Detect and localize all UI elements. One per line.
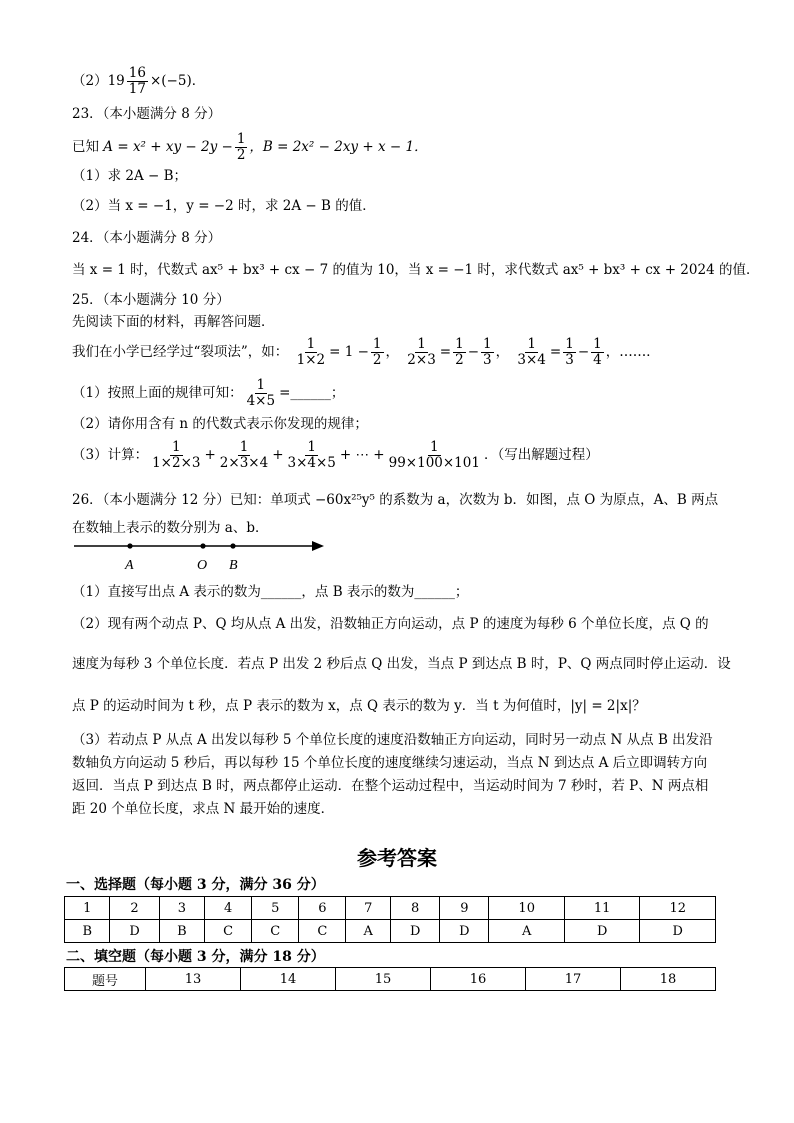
q22-frac-num: 16 — [128, 65, 146, 81]
q23-p1: （1）求 2A − B； — [72, 168, 188, 184]
q26-p2-l3: 点 P 的运动时间为 t 秒，点 P 表示的数为 x，点 Q 表示的数为 y．当 t 为何值时，|y| = 2|x|？ — [72, 698, 646, 714]
ex3-left-den: 3×4 — [517, 352, 546, 368]
section-multiple-choice: 一、选择题（每小题 3 分，满分 36 分） — [66, 877, 325, 893]
ex2-b — [481, 337, 494, 368]
mc-number-cell: 4 — [205, 897, 252, 920]
ex1-left-num: 1 — [306, 336, 316, 352]
ex1-left-den: 1×2 — [296, 352, 326, 368]
q26-p3-l3: 返回．当点 P 到达点 B 时，两点都停止运动．在整个运动过程中，当运动时间为 7 秒时，若 P、N 两点相 — [72, 778, 709, 794]
mc-answer-row — [65, 920, 716, 943]
ex2-b-num: 1 — [483, 336, 492, 352]
q25-p3-suffix: ．（写出解题过程） — [483, 447, 599, 463]
q26-p2-l1: （2）现有两个动点 P、Q 均从点 A 出发，沿数轴正方向运动，点 P 的速度为每秒 6 个单位长度，点 Q 的 — [72, 616, 709, 632]
mc-number-cell: 12 — [640, 897, 716, 920]
q25-p3-term1-num: 1 — [171, 439, 181, 455]
q25-p1-suffix: =______； — [279, 385, 345, 401]
q26-p3-l1: （3）若动点 P 从点 A 出发以每秒 5 个单位长度的速度沿数轴正方向运动，同时另一动点 N 从点 B 出发沿 — [72, 732, 713, 748]
ex1-right — [371, 337, 384, 368]
mc-number-cell: 5 — [252, 897, 299, 920]
q25-method: 我们在小学已经学过“裂项法”，如： $\frac{1}{1\times 2}$ = 1 − $\frac{1}{2}$ ， $\frac{1}{2\times 3}$ = $\frac{1}{2}$ − $\frac{1}{3}$ ， $\frac{1}{3\times 4}$ = $\frac{1}{3}$ − $\frac{1}{4}$ ，……． — [72, 336, 660, 368]
q26-p3-l2: 数轴负方向运动 5 秒后，再以每秒 15 个单位长度的速度继续匀速运动，当点 N 到达点 A 后立即调转方向 — [72, 755, 708, 771]
q25-p3-term2-num: 1 — [239, 439, 249, 455]
q25-p3-term2-den: 2×3×4 — [219, 455, 269, 471]
number-line-diagram — [72, 536, 332, 576]
mc-answer-cell: D — [110, 920, 159, 943]
point-o-dot — [200, 543, 205, 548]
ex3-left — [515, 337, 548, 368]
mc-answer-cell: A — [346, 920, 391, 943]
ex3-b — [591, 337, 604, 368]
ex2-left — [405, 337, 438, 368]
point-a-label: A — [125, 558, 134, 573]
mc-answer-cell: C — [205, 920, 252, 943]
mc-number-cell: 11 — [564, 897, 639, 920]
mc-number-cell: 8 — [391, 897, 440, 920]
q23-header: 23．（本小题满分 8 分） — [72, 106, 222, 122]
fill-header-cell: 题号 — [65, 968, 146, 991]
point-o-label: O — [197, 558, 208, 573]
q25-p2: （2）请你用含有 n 的代数式表示你发现的规律； — [72, 416, 368, 432]
q25-p1 — [72, 378, 344, 409]
mc-answer-cell: B — [159, 920, 204, 943]
q25-p3-term2 — [218, 440, 270, 471]
q25-p3-term3 — [286, 440, 338, 471]
mc-number-cell: 7 — [346, 897, 391, 920]
fill-header-cell: 18 — [621, 968, 716, 991]
ex2-a-num: 1 — [455, 336, 464, 352]
mc-answer-cell: D — [440, 920, 489, 943]
mc-number-cell: 10 — [489, 897, 564, 920]
point-a-dot — [127, 543, 132, 548]
q22-tail: ×(−5)． — [149, 73, 206, 89]
q25-intro: 先阅读下面的材料，再解答问题． — [72, 314, 275, 330]
q25-p3-dots: + ⋯ + — [339, 447, 385, 463]
ex3-b-num: 1 — [593, 336, 602, 352]
q25-p3-termn-num: 1 — [429, 439, 439, 455]
mc-number-cell: 3 — [159, 897, 204, 920]
q25-header: 25．（本小题满分 10 分） — [72, 292, 230, 308]
mc-answer-cell: C — [252, 920, 299, 943]
number-line-arrow — [312, 541, 324, 551]
ex3-left-num: 1 — [527, 336, 536, 352]
q22-fraction — [127, 66, 148, 97]
fill-header-cell: 14 — [241, 968, 336, 991]
q24-header: 24．（本小题满分 8 分） — [72, 230, 222, 246]
mc-number-row — [65, 897, 716, 920]
q26-line2: 在数轴上表示的数分别为 a、b． — [72, 520, 269, 536]
q25-p1-num: 1 — [256, 377, 266, 393]
q23-a-frac-den: 2 — [236, 147, 246, 163]
ex3-a-den: 3 — [565, 352, 574, 368]
q24-text: 当 x = 1 时，代数式 ax⁵ + bx³ + cx − 7 的值为 10，当 x = −1 时，求代数式 ax⁵ + bx³ + cx + 2024 的值． — [72, 262, 760, 278]
mc-answer-cell: A — [489, 920, 564, 943]
q25-method-prefix: 我们在小学已经学过“裂项法”，如： — [72, 344, 289, 360]
q25-p3-term3-num: 1 — [307, 439, 316, 455]
mc-answer-cell: C — [299, 920, 346, 943]
q23-a-frac — [235, 132, 248, 163]
q25-p3: （3）计算： $\frac{1}{1\times 2\times 3}$ + $\frac{1}{2\times 3\times 4}$ + $\frac{1}{3\times 4\times 5}$ + ⋯ + $\frac{1}{99\times 100\times 101}$ ．（写出解题过程） — [72, 439, 599, 471]
q25-p3-term3-den: 3×4×5 — [287, 455, 336, 471]
mc-number-cell: 2 — [110, 897, 159, 920]
fill-answer-table — [64, 967, 716, 991]
q25-p1-frac — [245, 378, 278, 409]
q23-given — [72, 132, 428, 163]
section-fill-in: 二、填空题（每小题 3 分，满分 18 分） — [66, 949, 325, 965]
q26-p1: （1）直接写出点 A 表示的数为______，点 B 表示的数为______； — [72, 584, 469, 600]
q25-p3-termn-den: 99×100×101 — [388, 455, 480, 471]
ex-ellipsis: ，……． — [605, 344, 660, 360]
ex2-left-num: 1 — [417, 336, 426, 352]
q22-part2 — [72, 66, 205, 97]
answers-title: 参考答案 — [357, 846, 437, 870]
q23-p2: （2）当 x = −1，y = −2 时，求 2A − B 的值． — [72, 198, 376, 214]
ex1-left — [295, 337, 328, 368]
mc-answer-cell: D — [391, 920, 440, 943]
ex1-right-num: 1 — [372, 336, 382, 352]
mc-number-cell: 9 — [440, 897, 489, 920]
q25-p3-prefix: （3）计算： — [72, 447, 149, 463]
q23-a-frac-num: 1 — [236, 131, 246, 147]
fill-header-cell: 16 — [431, 968, 526, 991]
q22-frac-den: 17 — [128, 81, 146, 97]
q25-p1-den: 4×5 — [246, 393, 276, 409]
ex2-b-den: 3 — [483, 352, 492, 368]
q26-p3-l4: 距 20 个单位长度，求点 N 最开始的速度． — [72, 801, 335, 817]
q22-label: （2） — [72, 73, 108, 89]
ex3-a — [563, 337, 576, 368]
fill-header-cell: 13 — [146, 968, 241, 991]
q25-p3-term1 — [150, 440, 202, 471]
point-b-dot — [230, 543, 235, 548]
mc-answer-cell: B — [65, 920, 110, 943]
point-b-label: B — [229, 558, 238, 573]
q25-p1-prefix: （1）按照上面的规律可知： — [72, 385, 243, 401]
mc-answer-cell: D — [564, 920, 639, 943]
mc-number-cell: 6 — [299, 897, 346, 920]
ex1-mid: = 1 − — [329, 344, 369, 360]
q23-b-expr: ，B = 2x² − 2xy + x − 1． — [249, 139, 428, 155]
q23-given-prefix: 已知 — [72, 139, 99, 155]
q22-whole: 19 — [107, 73, 125, 89]
q23-a-expr: A = x² + xy − 2y − — [103, 139, 233, 155]
fill-header-row — [65, 968, 716, 991]
q26-line1: 26．（本小题满分 12 分）已知：单项式 −60x²⁵y⁵ 的系数为 a，次数为 b．如图，点 O 为原点，A、B 两点 — [72, 492, 719, 508]
ex2-left-den: 2×3 — [407, 352, 436, 368]
ex3-b-den: 4 — [593, 352, 602, 368]
q26-p2-l2: 速度为每秒 3 个单位长度．若点 P 出发 2 秒后点 Q 出发，当点 P 到达点 B 时，P、Q 两点同时停止运动．设 — [72, 656, 731, 672]
mc-answer-cell: D — [640, 920, 716, 943]
ex1-right-den: 2 — [372, 352, 382, 368]
fill-header-cell: 15 — [336, 968, 431, 991]
ex2-a — [453, 337, 466, 368]
mc-number-cell: 1 — [65, 897, 110, 920]
q25-p3-term1-den: 1×2×3 — [152, 455, 201, 471]
mc-answer-table — [64, 896, 716, 943]
fill-header-cell: 17 — [526, 968, 621, 991]
ex3-a-num: 1 — [565, 336, 574, 352]
q25-p3-termn — [387, 440, 482, 471]
ex2-a-den: 2 — [455, 352, 464, 368]
